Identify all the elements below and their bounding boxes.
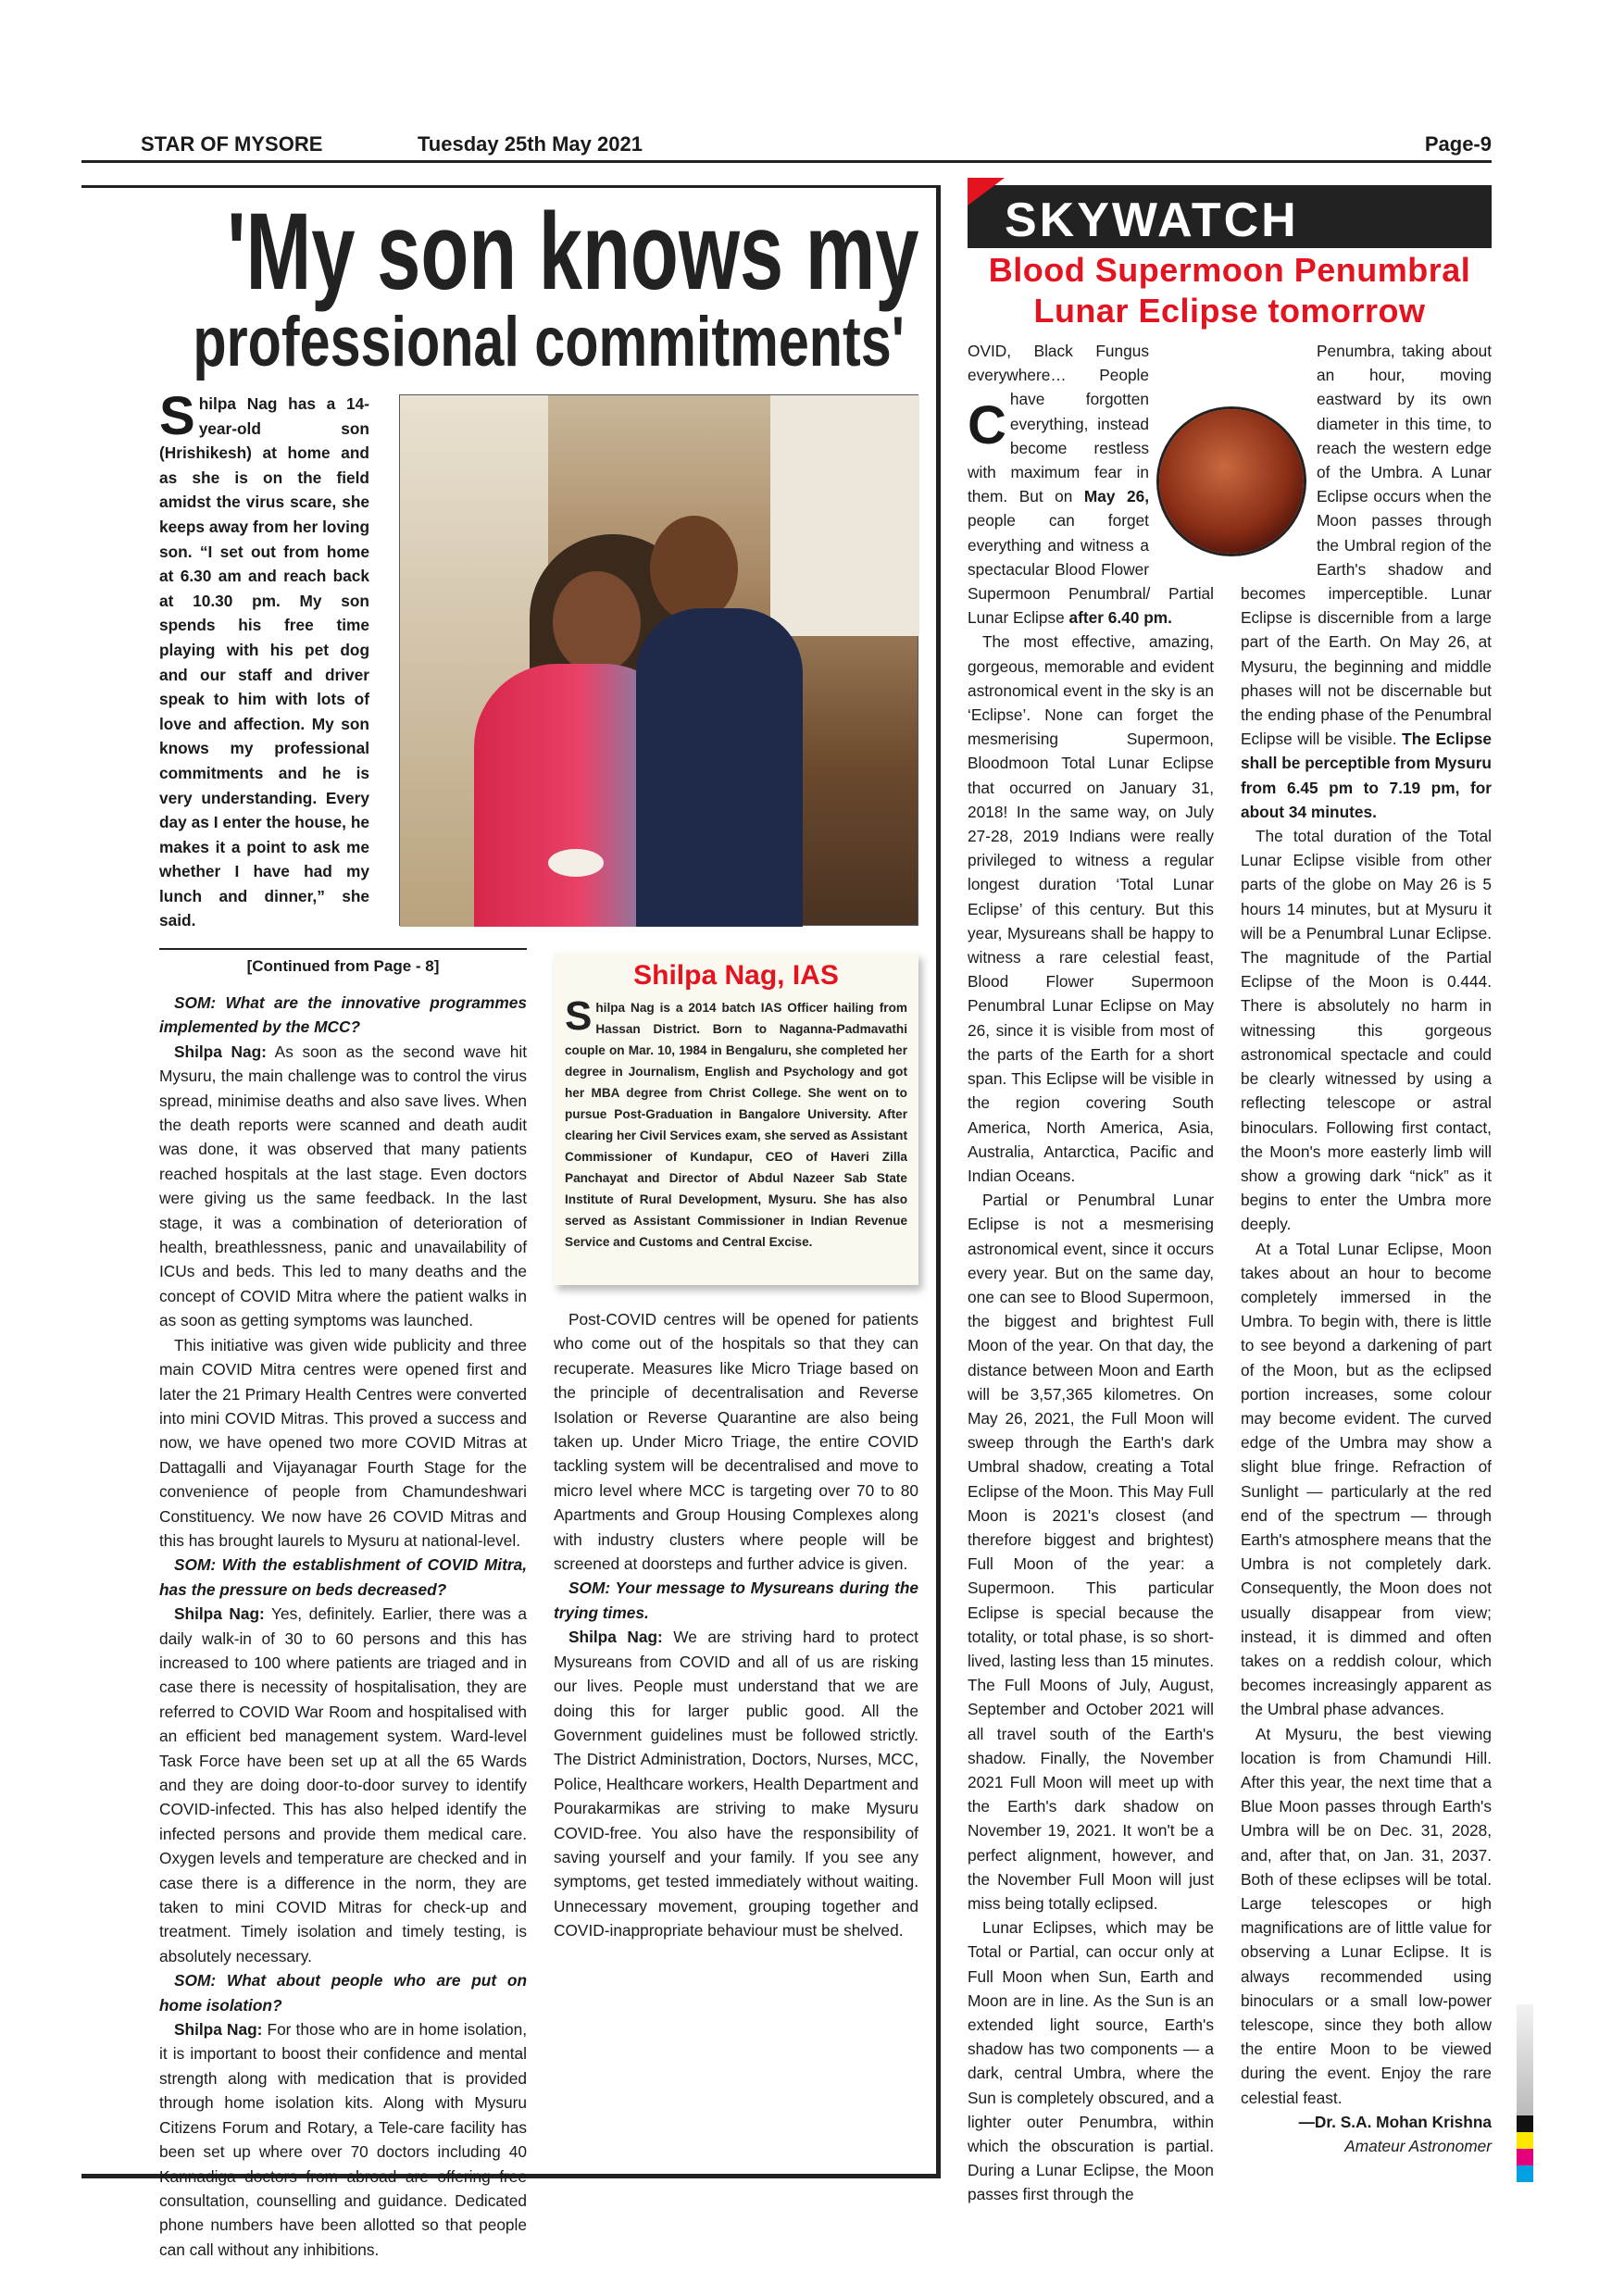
headline-text: 'My son knows my xyxy=(227,191,919,313)
skywatch-column-1 xyxy=(968,339,1214,2204)
print-color-bars xyxy=(1517,2004,1533,2182)
skywatch-banner xyxy=(968,185,1492,248)
interview-column-1 xyxy=(159,991,527,2262)
page-number: Page-9 xyxy=(1424,132,1492,156)
question: SOM: What about people who are put on home isolation? xyxy=(159,1971,527,2015)
newspaper-name: STAR OF MYSORE xyxy=(141,132,323,156)
issue-date: Tuesday 25th May 2021 xyxy=(418,132,643,156)
author-name: —Dr. S.A. Mohan Krishna xyxy=(1298,2112,1492,2131)
header-rule xyxy=(81,160,1492,163)
headline-line-1: Blood Supermoon Penumbral xyxy=(988,251,1471,289)
text: after 6.40 pm. xyxy=(1068,608,1172,628)
speaker-label: Shilpa Nag: xyxy=(174,1604,265,1624)
divider xyxy=(159,948,527,950)
bio-text: hilpa Nag is a 2014 batch IAS Officer hailing from Hassan District. Born to Naganna-Padmavathi couple on Mar. 10, 1984 in Bengaluru, she completed her degree in Journalism, English and Psychology and got her MBA degree from Christ College. She went on to pursue Post-Graduation in Bangalore University. After clearing her Civil Services exam, she served as Assistant Commissioner of Kundapur, CEO of Haveri Zilla Panchayat and Director of Abdul Nazeer Sab State Institute of Rural Development, Mysuru. She has also served as Assistant Commissioner in Indian Revenue Service and Customs and Central Excise. xyxy=(565,1001,907,1249)
continued-note: [Continued from Page - 8] xyxy=(246,957,440,975)
speaker-label: Shilpa Nag: xyxy=(174,1042,267,1061)
headline-text: professional commitments' xyxy=(193,303,905,381)
question: SOM: With the establishment of COVID Mitra, has the pressure on beds decreased? xyxy=(159,1555,527,1599)
blood-moon-image xyxy=(1159,409,1304,554)
drop-cap: S xyxy=(565,993,593,1039)
answer: Yes, definitely. Earlier, there was a daily walk-in of 30 to 60 persons and this has increased to 100 where patients are triaged and in case there is necessity of hospitalisation, they are referred to COVID War Room and hospitalised with an efficient bed management system. Ward-level Task Force have been set up at all the 65 Wards and they are doing door-to-door survey to identify COVID-infected. This has also helped identify the infected persons and provide them medical care. Oxygen levels and temperature are checked and in case there is a difference in the norm, they are taken to mini COVID Mitras for check-up and treatment. Timely isolation and timely testing, is absolutely necessary. xyxy=(159,1604,527,1965)
interview-column-2 xyxy=(554,1307,918,2164)
skywatch-column-2 xyxy=(1241,339,1492,2183)
skywatch-headline xyxy=(963,250,1496,331)
question: SOM: What are the innovative programmes implemented by the MCC? xyxy=(159,993,527,1037)
paragraph: This initiative was given wide publicity and three main COVID Mitra centres were opened first and later the 21 Primary Health Centres were converted into mini COVID Mitras. This proved a success and now, we have opened two more COVID Mitras at Dattagalli and Vijayanagar Fourth Stage for the convenience of people from Chamundeshwari Constituency. We now have 26 COVID Mitras and this has brought laurels to Mysuru at national-level. xyxy=(159,1335,527,1550)
photo-shilpa-nag-with-son xyxy=(399,394,918,926)
headline-line-2 xyxy=(93,303,935,381)
section-title: SKYWATCH xyxy=(1005,193,1299,247)
intro-body: hilpa Nag has a 14-year-old son (Hrishikesh) at home and as she is on the field amidst the virus scare, she keeps away from her loving son. “I set out from home at 6.30 am and reach back at 10.30 pm. My son spends his free time playing with his pet dog and our staff and driver speak to him with lots of love and affection. My son knows my professional commitments and he is very understanding. Every day as I enter the house, he makes it a point to ask me whether I have had my lunch and dinner,” she said. xyxy=(159,394,369,930)
text: May 26, xyxy=(1083,487,1149,506)
paragraph: At Mysuru, the best viewing location is from Chamundi Hill. After this year, the next time that a Blue Moon passes through Earth's Umbra will be on Dec. 31, 2028, and, after that, on Jan. 31, 2037. Both of these eclipses will be total. Large telescopes or high magnifications are of little value for observing a Lunar Eclipse. It is always recommended using binoculars or a small low-power telescope, since they both allow the entire Moon to be viewed during the event. Enjoy the rare celestial feast. xyxy=(1241,1724,1492,2107)
question: SOM: Your message to Mysureans during the trying times. xyxy=(554,1578,918,1622)
text: OVID, Black Fungus everywhere… People have forgotten everything, instead become restless with maximum fear in them. But on xyxy=(968,342,1149,506)
intro-text xyxy=(159,386,369,933)
drop-cap: S xyxy=(159,386,195,446)
paragraph: At a Total Lunar Eclipse, Moon takes about an hour to become completely immersed in the Umbra. To begin with, there is little to see beyond a darkening of part of the Moon, but as the eclipsed portion increases, some colour may become evident. The curved edge of the Umbra may show a slight blue fringe. Refraction of Sunlight — particularly at the red end of the spectrum — through Earth's atmosphere means that the Umbra is not completely dark. Consequently, the Moon does not usually disappear from view; instead, it is dimmed and often takes on a reddish colour, which becomes increasingly apparent as the Umbral phase advances. xyxy=(1241,1239,1492,1719)
paragraph: Lunar Eclipses, which may be Total or Partial, can occur only at Full Moon when Sun, Earth and Moon are in line. As the Sun is an extended light source, Earth's shadow has two components — a dark, central Umbra, where the Sun is completely obscured, and a lighter outer Penumbra, within which the obscuration is partial. During a Lunar Eclipse, the Moon passes first through the xyxy=(968,1918,1214,2204)
drop-cap: C xyxy=(968,395,1006,455)
author-role: Amateur Astronomer xyxy=(1344,2137,1492,2156)
headline-line-2: Lunar Eclipse tomorrow xyxy=(1033,292,1426,330)
headline-line-1 xyxy=(93,191,935,313)
text: Penumbra, taking about an hour, moving eastward by its own diameter in this time, to reach the western edge of the Umbra. A Lunar Eclipse occurs when the Moon passes through the Umbral region of the Earth's shadow and becomes imperceptible. Lunar Eclipse is discernible from a large part of the Earth. On May 26, at Mysuru, the beginning and middle phases will not be discernable but the ending phase of the Penumbral Eclipse will be visible. xyxy=(1241,342,1492,749)
text: The Eclipse shall be perceptible from Mysuru from 6.45 pm to 7.19 pm, for about 34 minutes. xyxy=(1241,730,1492,821)
paragraph: The total duration of the Total Lunar Eclipse visible from other parts of the globe on May 26 is 5 hours 14 minutes, but at Mysuru it will be a Penumbral Lunar Eclipse. The magnitude of the Partial Eclipse of the Moon is 0.444. There is absolutely no harm in witnessing this gorgeous astronomical spectacle and could be clearly witnessed by using a reflecting telescope or astral binoculars. Following first contact, the Moon's more easterly limb will show a growing dark “nick” as it begins to enter the Umbra more deeply. xyxy=(1241,827,1492,1234)
answer: As soon as the second wave hit Mysuru, the main challenge was to control the virus spread, minimise deaths and also save lives. When the death reports were scanned and death audit was done, it was observed that many patients reached hospitals at the last stage. Even doctors were giving us the same feedback. In the last stage, it was a combination of deterioration of health, breathlessness, panic and unavailability of ICUs and beds. This led to many deaths and the concept of COVID Mitra where the patient walks in as soon as getting symptoms was launched. xyxy=(159,1042,527,1330)
paragraph: Partial or Penumbral Lunar Eclipse is not a mesmerising astronomical event, since it occurs every year. But on the same day, one can see to Blood Supermoon, the biggest and brightest Full Moon of the year. On that day, the distance between Moon and Earth will be 3,57,365 kilometres. On May 26, 2021, the Full Moon will sweep through the Earth's dark Umbral shadow, creating a Total Eclipse of the Moon. This May Full Moon is 2021's closest (and therefore biggest and brightest) Full Moon of the year: a Supermoon. This particular Eclipse is special because the totality, or total phase, is so short-lived, lasting less than 15 minutes. The Full Moons of July, August, September and October 2021 will all travel south of the Earth's shadow. Finally, the November 2021 Full Moon will meet up with the Earth's dark shadow on November 19, 2021. It won't be a perfect alignment, however, and the November Full Moon will just miss being totally eclipsed. xyxy=(968,1191,1214,1913)
answer: For those who are in home isolation, it is important to boost their confidence and mental strength along with medication that is provided through home isolation kits. Along with Mysuru Citizens Forum and Rotary, a Tele-care facility has been set up where over 70 doctors including 40 Kannadiga doctors from abroad are offering free consultation, counselling and guidance. Dedicated phone numbers have been allotted so that people can call without any inhibitions. xyxy=(159,2020,528,2259)
bio-title: Shilpa Nag, IAS xyxy=(633,960,839,991)
answer: We are striving hard to protect Mysureans from COVID and all of us are risking our lives. People must understand that we are doing this for larger public good. All the Government guidelines must be followed strictly. The District Administration, Doctors, Nurses, MCC, Police, Healthcare workers, Health Department and Pourakarmikas are striving to make Mysuru COVID-free. You also have the responsibility of saving yourself and your family. If you see any symptoms, get tested immediately without waiting. Unnecessary movement, grouping together and COVID-inappropriate behaviour must be shelved. xyxy=(554,1628,918,1940)
paragraph: Post-COVID centres will be opened for patients who come out of the hospitals so that they can recuperate. Measures like Micro Triage based on the principle of decentralisation and Reverse Isolation or Reverse Quarantine are also being taken up. Under Micro Triage, the entire COVID tackling system will be decentralised and move to micro level where MCC is targeting over 70 to 80 Apartments and Group Housing Complexes along with industry clusters where people will be screened at doorsteps and further advice is given. xyxy=(554,1310,918,1574)
bio-box xyxy=(554,953,918,1285)
paragraph: The most effective, amazing, gorgeous, memorable and evident astronomical event in the sky is an ‘Eclipse’. None can forget the mesmerising Supermoon, Bloodmoon Total Lunar Eclipse that occurred on January 31, 2018! In the same way, on July 27-28, 2019 Indians were really privileged to witness a regular longest duration ‘Total Lunar Eclipse’ of this century. But this year, Mysureans shall be happy to witness a rare celestial feast, Blood Flower Supermoon Penumbral Lunar Eclipse on May 26, since it is visible from most of the parts of the Earth for a short span. This Eclipse will be visible in the region covering South America, North America, Asia, Australia, Antarctica, Pacific and Indian Oceans. xyxy=(968,632,1214,1185)
text: people can forget everything and witness a spectacular Blood Flower Supermoon Penumbral/ Partial Lunar Eclipse xyxy=(968,511,1214,628)
speaker-label: Shilpa Nag: xyxy=(568,1628,663,1647)
speaker-label: Shilpa Nag: xyxy=(174,2020,263,2040)
